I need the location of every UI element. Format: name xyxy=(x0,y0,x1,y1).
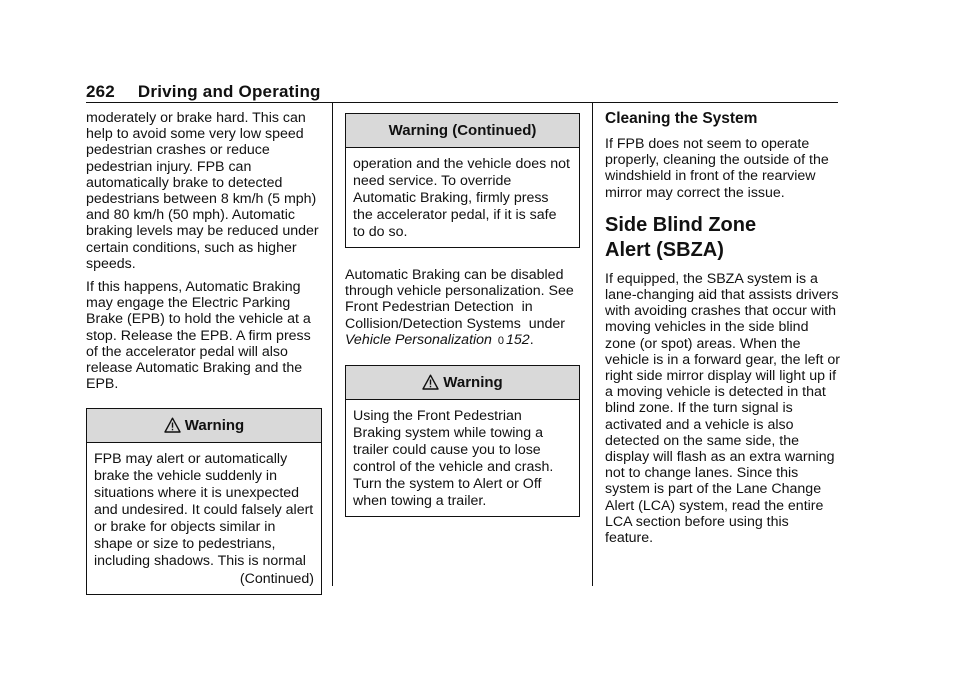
warning-box xyxy=(86,408,322,595)
page-header xyxy=(86,82,321,102)
page-reference[interactable]: 152 xyxy=(506,331,530,348)
subheading: Cleaning the System xyxy=(605,110,758,127)
paragraph: If this happens, Automatic Braking may engage the Electric Parking Brake (EPB) to hold the vehicle at a stop. Release the EPB. A firm press of the accelerator pedal will also release Automatic Braking and the EPB. xyxy=(86,279,311,393)
warning-box xyxy=(345,365,580,517)
paragraph-text: Automatic Braking can be disabled through vehicle personalization. See xyxy=(345,267,574,300)
continued-label: (Continued) xyxy=(239,571,314,588)
section-heading xyxy=(605,213,840,263)
warning-triangle-icon xyxy=(164,412,181,445)
cross-reference-link[interactable]: Vehicle Personalization xyxy=(345,331,492,348)
warning-title: Warning xyxy=(184,417,245,435)
column-3 xyxy=(605,110,840,553)
warning-triangle-icon xyxy=(422,369,439,402)
column-1 xyxy=(86,110,322,595)
paragraph: If equipped, the SBZA system is a lane-changing aid that assists drivers with avoiding crashes that occur with moving vehicles in the side blind zone (or spot) areas. When the vehicle is in a forward gear, the left or right side mirror display will light up if a moving vehicle is detected in that blind zone. If the turn signal is activated and a vehicle is also detected on the same side, the display will flash as an extra warning not to change lanes. Since this system is part of the Lane Change Alert (LCA) system, read the entire LCA section before using this feature. xyxy=(605,270,841,547)
warning-title: Warning xyxy=(443,374,503,392)
heading-line: Side Blind Zone xyxy=(605,213,757,236)
paragraph: moderately or brake hard. This can help to avoid some very low speed pedestrian crashes or reduce pedestrian injury. FPB can automatically brake to detected pedestrians between 8 km/h (5 mph) and 80 km/h (50 mph). Automatic braking levels may be reduced under certain conditions, such as higher speeds. xyxy=(86,110,319,272)
warning-text: FPB may alert or automatically brake the vehicle suddenly in situations where it is unexpected and undesired. It could falsely alert or brake for objects similar in shape or size to pedestrians, including shadows. This is normal xyxy=(94,451,314,570)
warning-box-continued xyxy=(345,113,580,248)
column-divider xyxy=(332,103,333,586)
paragraph-text: . xyxy=(529,331,534,348)
cross-reference-text: Front Pedestrian Detection in Collision/Detection Systems under xyxy=(345,283,582,332)
warning-header: Warning (Continued) xyxy=(346,114,579,148)
header-rule xyxy=(86,102,838,103)
warning-header xyxy=(346,366,579,400)
column-divider xyxy=(592,103,593,586)
section-title: Driving and Operating xyxy=(137,82,321,101)
heading-line: Alert (SBZA) xyxy=(605,238,724,261)
page-reference-icon: 0 xyxy=(497,334,505,347)
warning-header xyxy=(87,409,321,443)
warning-text: operation and the vehicle does not need service. To override Automatic Braking, firmly press the accelerator pedal, if it is safe to do so. xyxy=(353,156,570,240)
warning-text: Using the Front Pedestrian Braking system while towing a trailer could cause you to lose control of the vehicle and crash. Turn the system to Alert or Off when towing a trailer. xyxy=(353,408,554,510)
page-number: 262 xyxy=(86,82,115,101)
paragraph: If FPB does not seem to operate properly, cleaning the outside of the windshield in front of the rearview mirror may correct the issue. xyxy=(605,136,829,201)
paragraph xyxy=(345,267,580,349)
column-2 xyxy=(345,113,580,517)
